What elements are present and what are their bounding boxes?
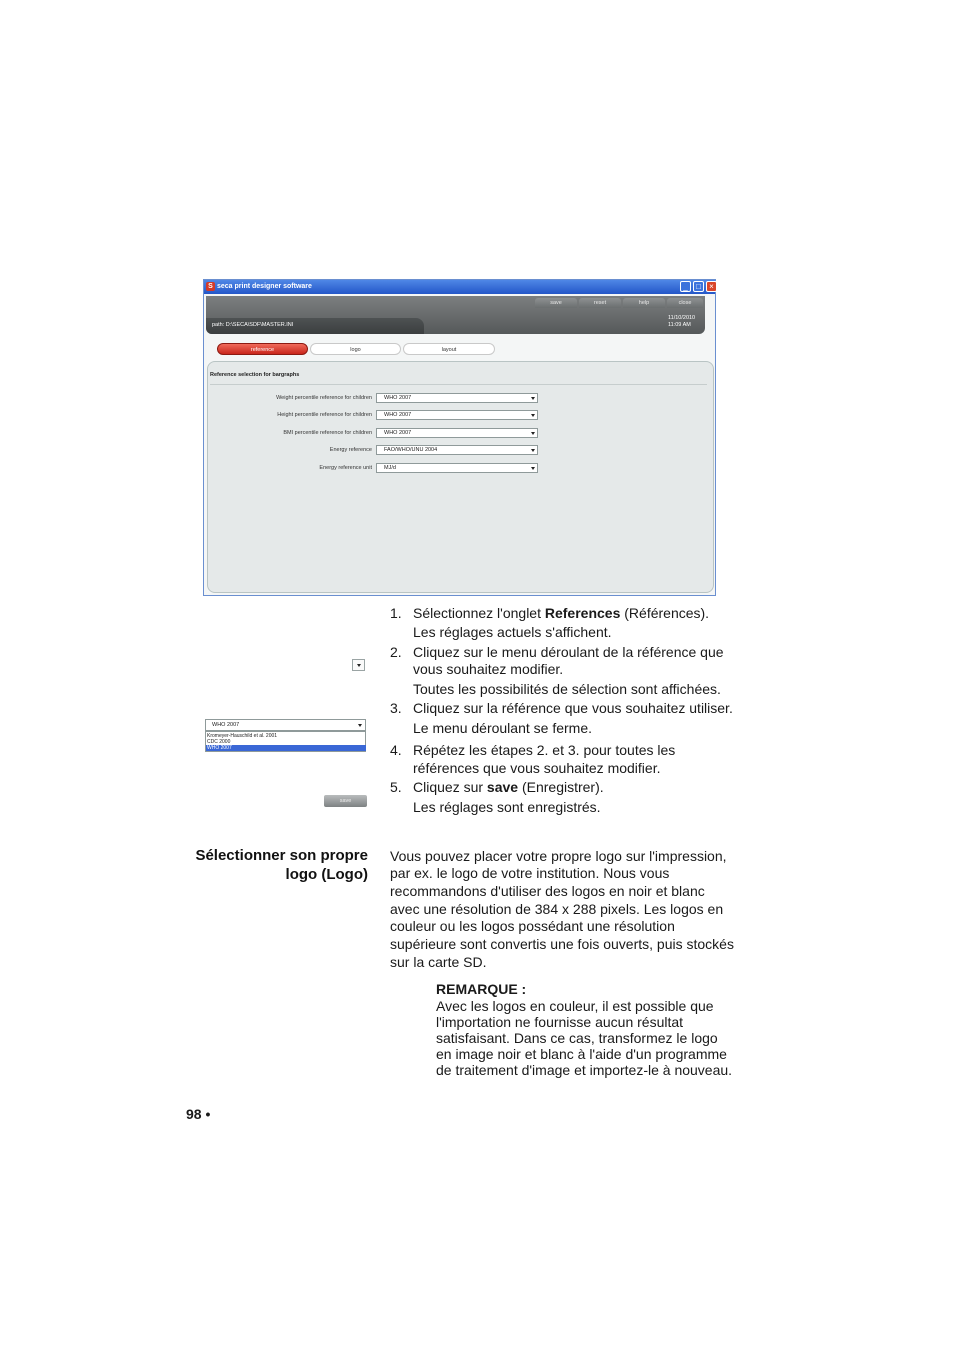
panel-title: Reference selection for bargraphs: [210, 372, 300, 378]
section-heading-line2: logo (Logo): [285, 866, 368, 883]
chevron-down-icon: [531, 414, 535, 417]
note-title: REMARQUE :: [436, 981, 527, 997]
step-3-result: Le menu déroulant se ferme.: [413, 720, 592, 736]
dropdown-option: Kromeyer-Hauschild et al. 2001: [207, 733, 278, 739]
note-line: de traitement d'image et importez-le à nouveau.: [436, 1062, 733, 1078]
chevron-down-icon: [531, 467, 535, 470]
note-line: l'importation ne fournisse aucun résultat: [436, 1014, 684, 1030]
dropdown-selected: WHO 2007: [212, 722, 240, 728]
reset-button[interactable]: reset: [579, 298, 621, 308]
height-reference-select[interactable]: [376, 410, 538, 420]
select-value: FAO/WHO/UNU 2004: [384, 447, 438, 453]
time: 11:09 AM: [668, 322, 691, 328]
step-number: 2.: [390, 644, 402, 660]
step-number: 5.: [390, 779, 402, 795]
window-title: seca print designer software: [217, 283, 312, 290]
step-text: Cliquez sur: [413, 779, 487, 795]
page-number: 98 •: [186, 1106, 211, 1122]
step-emphasis: References: [544, 605, 621, 621]
step-2-line2: vous souhaitez modifier.: [413, 661, 564, 677]
chevron-down-icon: [531, 449, 535, 452]
step-5-text: [413, 778, 604, 796]
top-toolbar: [206, 296, 705, 334]
body-line: avec une résolution de 384 x 288 pixels. Les logos en: [390, 901, 724, 917]
minimize-button[interactable]: _: [680, 281, 691, 292]
dropdown-option-highlighted: WHO 2007: [206, 745, 366, 751]
chevron-down-icon: [531, 397, 535, 400]
date: 11/10/2010: [668, 315, 696, 321]
row-label: Height percentile reference for children: [277, 412, 372, 418]
file-path: path: D:\SECA\SDF\MASTER.INI: [212, 322, 294, 328]
tab-reference[interactable]: reference: [217, 343, 308, 355]
row-label: Weight percentile reference for children: [276, 395, 372, 401]
title-bar: [204, 280, 715, 294]
row-label: Energy reference: [329, 447, 372, 453]
step-number: 3.: [390, 700, 402, 716]
select-value: WHO 2007: [384, 412, 412, 418]
chevron-down-icon: [531, 432, 535, 435]
step-2-result: Toutes les possibilités de sélection sont affichées.: [413, 681, 721, 697]
body-line: sur la carte SD.: [390, 954, 487, 970]
close-window-button[interactable]: ×: [706, 281, 717, 292]
step-text: (Enregistrer).: [518, 779, 604, 795]
chevron-down-icon: [358, 724, 362, 727]
body-line: couleur ou les logos possédant une résolution: [390, 918, 675, 934]
section-heading-line1: Sélectionner son propre: [195, 847, 368, 864]
body-line: Vous pouvez placer votre propre logo sur l'impression,: [390, 848, 727, 864]
tab-layout[interactable]: layout: [403, 343, 495, 355]
step-text: (Références).: [620, 605, 710, 621]
bmi-reference-select[interactable]: [376, 428, 538, 438]
select-value: WHO 2007: [384, 430, 412, 436]
step-emphasis: save: [486, 779, 519, 795]
step-3-line1: Cliquez sur la référence que vous souhaitez utiliser.: [413, 700, 733, 716]
step-text: Sélectionnez l'onglet: [413, 605, 545, 621]
dropdown-options: [205, 731, 366, 752]
app-window-screenshot: [203, 279, 716, 596]
step-number: 1.: [390, 605, 402, 621]
weight-reference-select[interactable]: [376, 393, 538, 403]
step-1-text: [413, 604, 709, 622]
body-line: supérieure sont convertis une fois ouverts, puis stockés: [390, 936, 734, 952]
save-button-illustration: save: [324, 795, 367, 807]
body-line: par ex. le logo de votre institution. Nous vous: [390, 865, 670, 881]
note-line: satisfaisant. Dans ce cas, transformez le logo: [436, 1030, 718, 1046]
select-value: WHO 2007: [384, 395, 412, 401]
select-value: MJ/d: [384, 465, 396, 471]
body-line: recommandons d'utiliser des logos en noir et blanc: [390, 883, 705, 899]
step-number: 4.: [390, 742, 402, 758]
step-2-line1: Cliquez sur le menu déroulant de la référence que: [413, 644, 724, 660]
tab-logo[interactable]: logo: [310, 343, 401, 355]
save-button[interactable]: save: [535, 298, 577, 308]
maximize-button[interactable]: □: [693, 281, 704, 292]
datetime: [668, 315, 695, 329]
dropdown-arrow-illustration: [352, 659, 365, 671]
dropdown-option: CDC 2000: [207, 739, 231, 745]
step-5-result: Les réglages sont enregistrés.: [413, 799, 601, 815]
chevron-down-icon: [357, 664, 361, 667]
divider: [210, 384, 707, 385]
energy-reference-select[interactable]: [376, 445, 538, 455]
help-button[interactable]: help: [623, 298, 665, 308]
energy-unit-select[interactable]: [376, 463, 538, 473]
row-label: Energy reference unit: [319, 465, 372, 471]
step-1-result: Les réglages actuels s'affichent.: [413, 624, 612, 640]
note-line: en image noir et blanc à l'aide d'un programme: [436, 1046, 727, 1062]
open-dropdown-illustration: [205, 719, 366, 731]
step-4-line1: Répétez les étapes 2. et 3. pour toutes les: [413, 742, 676, 758]
note-line: Avec les logos en couleur, il est possible que: [436, 998, 714, 1014]
seca-logo-icon: S: [206, 282, 215, 291]
step-4-line2: références que vous souhaitez modifier.: [413, 760, 661, 776]
close-button[interactable]: close: [667, 298, 703, 308]
row-label: BMI percentile reference for children: [283, 430, 372, 436]
